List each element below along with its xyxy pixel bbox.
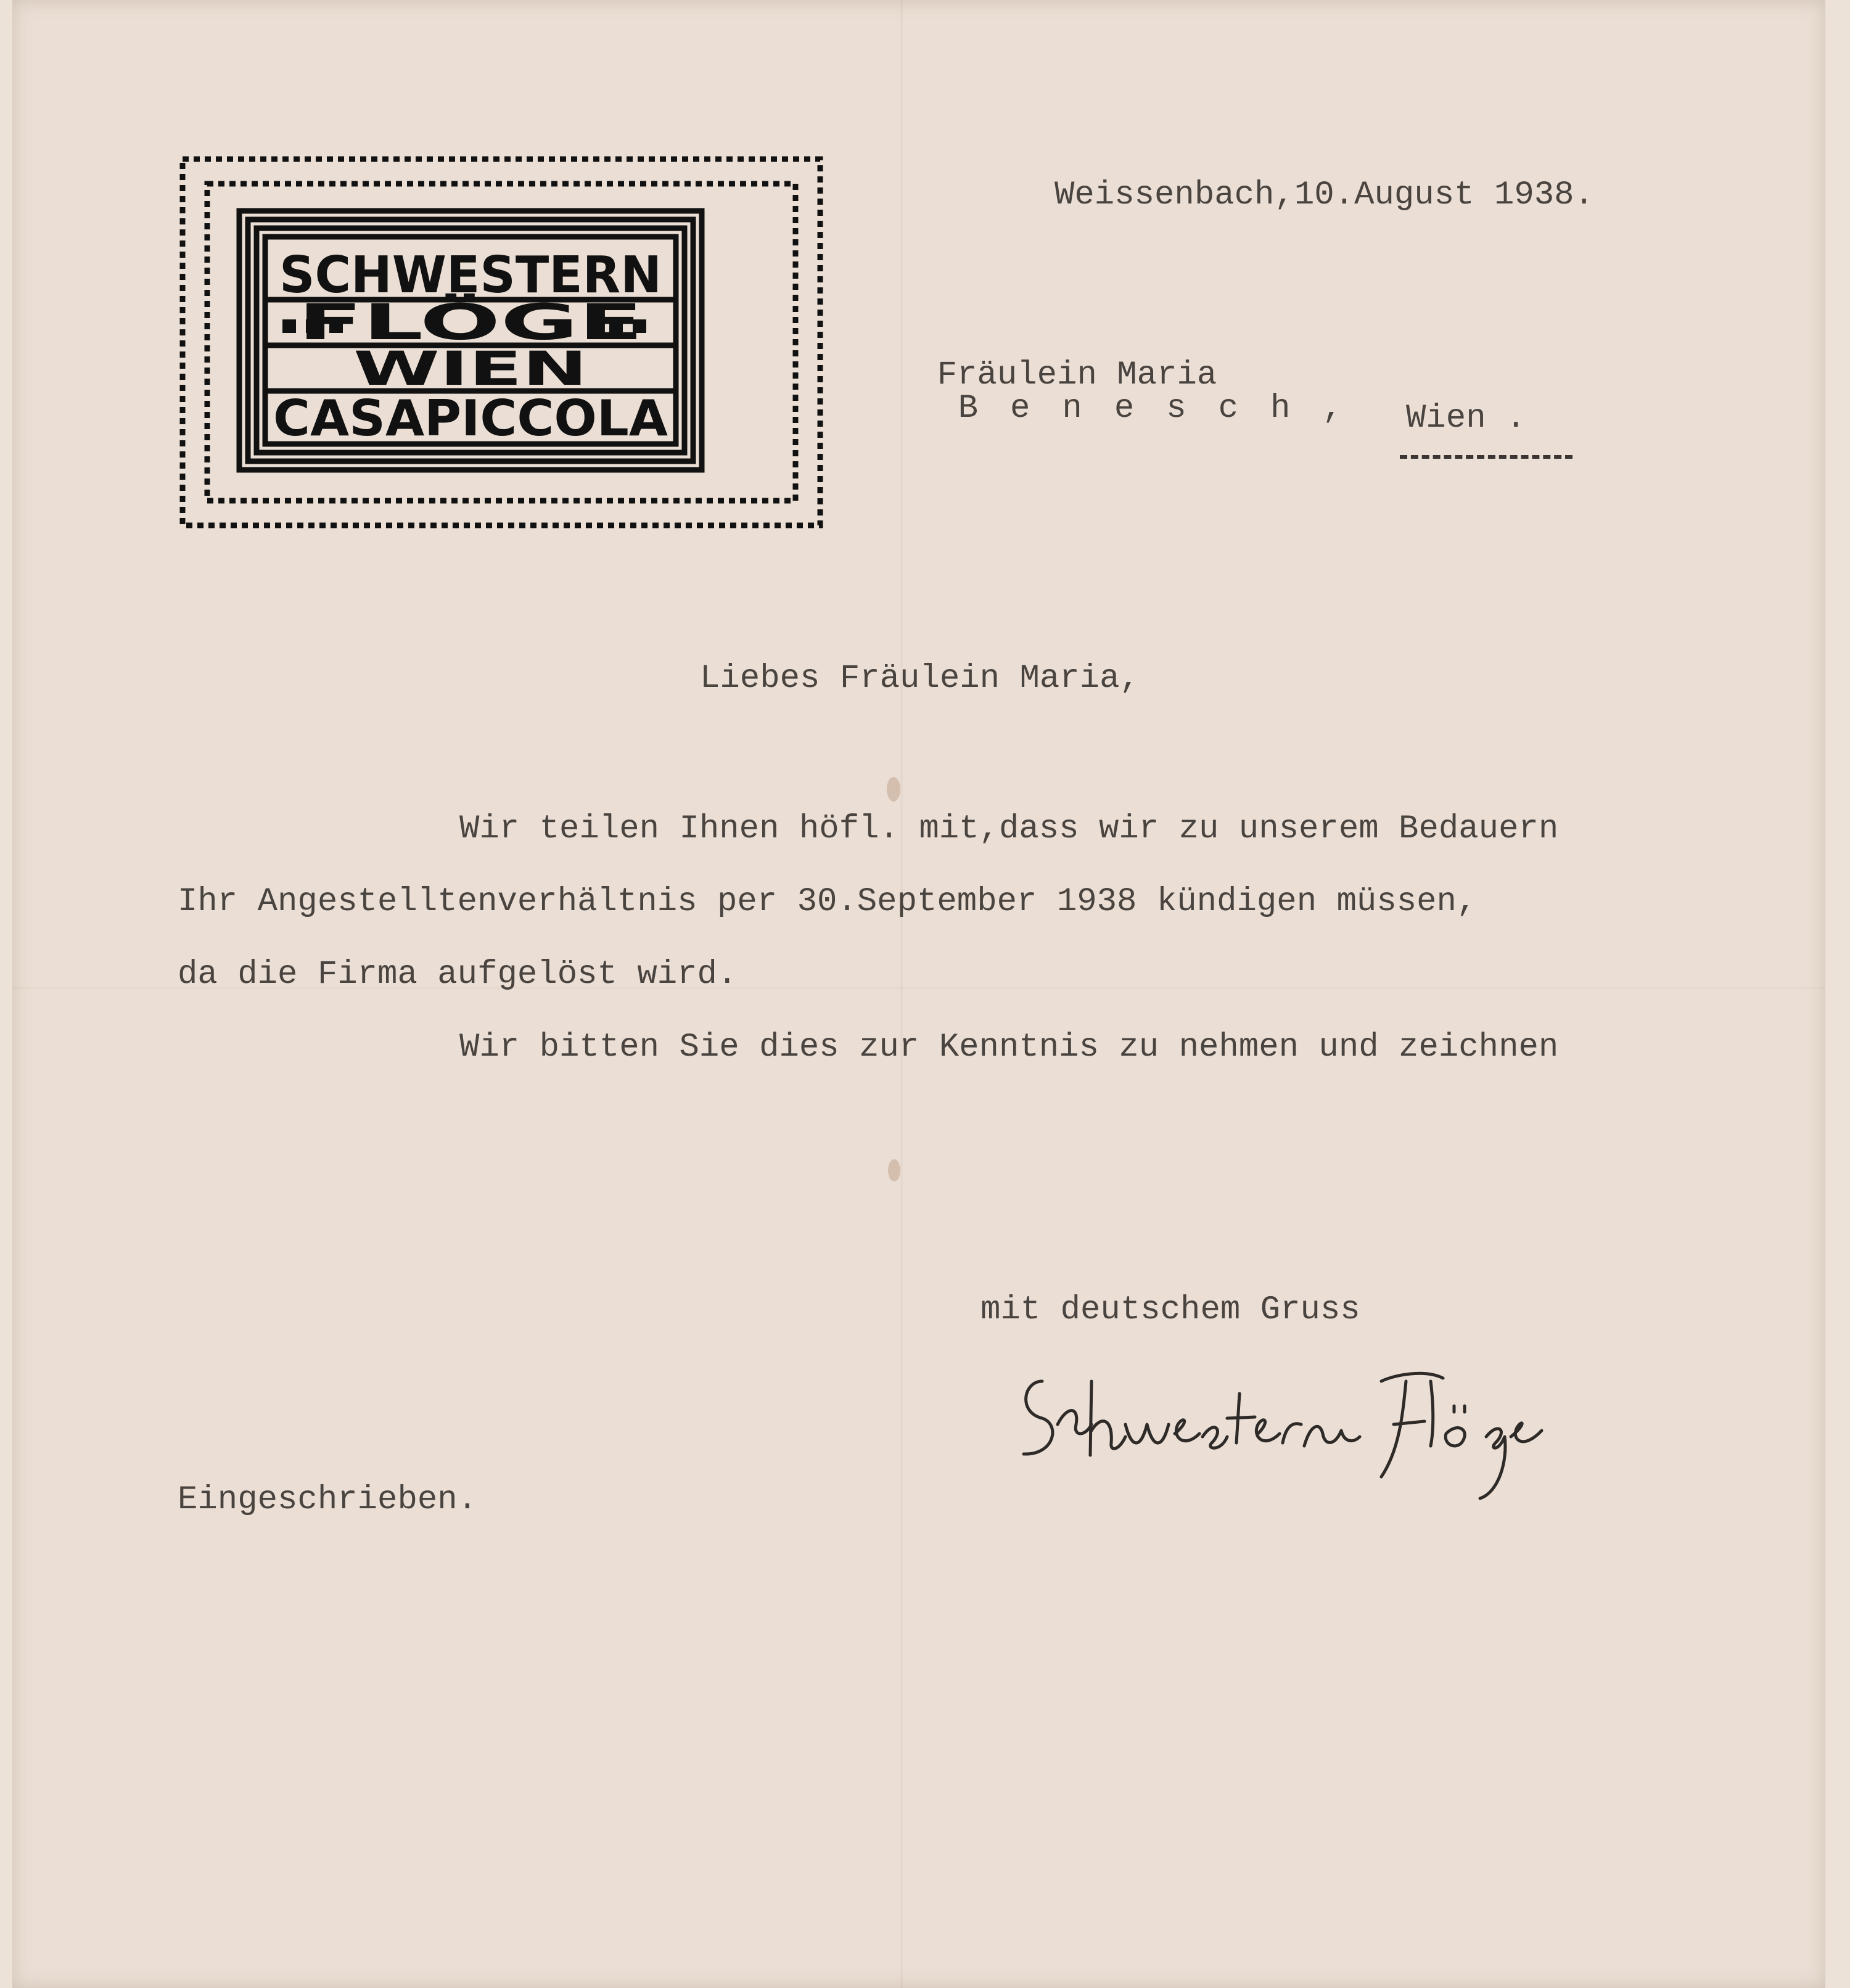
recipient-surname: Benesch, [958,390,1375,427]
closing: mit deutschem Gruss [980,1291,1360,1329]
letter-sheet [12,0,1825,1988]
recipient-line [857,326,1375,459]
registered-note: Eingeschrieben. [178,1481,478,1519]
recipient-prefix: Fräulein Maria [937,356,1217,394]
body-line: da die Firma aufgelöst wird. [178,956,738,993]
place-date: Weissenbach,10.August 1938. [1054,176,1594,214]
body-line: Wir bitten Sie dies zur Kenntnis zu nehmen und zeichnen [459,1029,1559,1066]
body-line: Wir teilen Ihnen höfl. mit,dass wir zu unserem Bedauern [459,810,1559,848]
body-line: Ihr Angestelltenverhältnis per 30.September 1938 kündigen müssen, [178,883,1477,921]
logo-line-1: SCHWESTERN [279,246,662,305]
recipient-city: Wien . [1406,400,1526,437]
logo-line-3: WIEN [353,341,588,396]
paper-stain [887,777,900,802]
fold-line-vertical [900,0,903,1988]
handwritten-signature [999,1344,1554,1505]
schwestern-floege-logo [178,154,825,530]
paper-stain [888,1159,900,1181]
city-underline [1400,455,1572,459]
logo-line-2: FLÖGE [298,294,478,351]
salutation: Liebes Fräulein Maria, [700,660,1140,697]
logo-line-4: CASAPICCOLA [273,390,668,447]
